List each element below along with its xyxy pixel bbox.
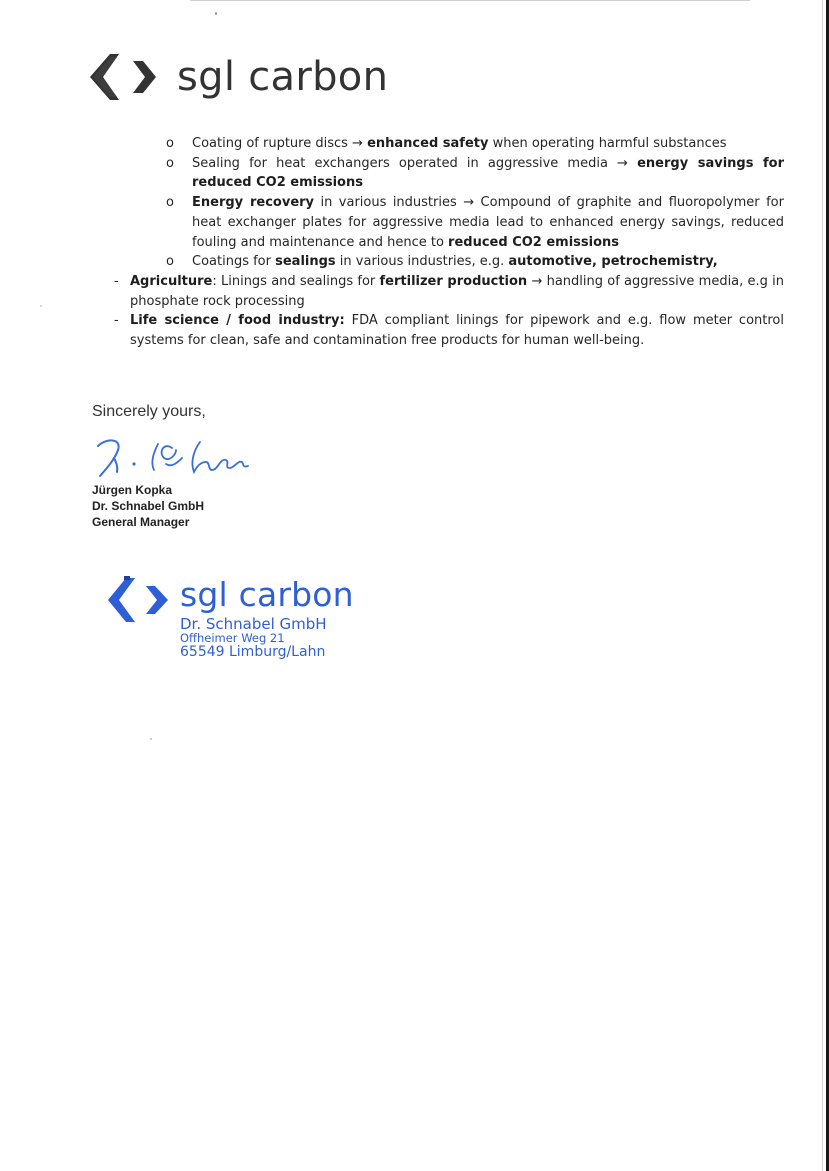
header-logo <box>90 52 388 102</box>
signer-name: Jürgen Kopka <box>92 483 173 497</box>
scan-edge-top <box>190 0 750 1</box>
bullet-text-segment: : Linings and sealings for <box>212 273 380 289</box>
bullet-text-segment: → handling of aggressive media, e.g in phosphate rock processing <box>130 273 785 309</box>
sub-bullet-item <box>114 193 784 252</box>
handwritten-signature <box>92 428 272 484</box>
bullet-text-bold: reduced CO2 emissions <box>448 234 620 250</box>
bullet-text-bold: Agriculture <box>130 273 213 289</box>
signature-block <box>92 482 204 530</box>
dash-bullet-icon: - <box>114 273 119 289</box>
bullet-text-segment: in various industries, e.g. <box>335 254 509 270</box>
bullet-text-segment: in various industries → Compound of graphite and fluoropolymer for heat exchanger plates for aggressive media lead to enhanced energy savings, reduced fouling and maintenance and hence to <box>192 195 784 250</box>
hollow-bullet-icon: o <box>166 136 174 151</box>
bullet-text-segment: when operating harmful substances <box>488 136 727 151</box>
logo-text: sgl carbon <box>177 54 389 100</box>
bullet-text-bold: Energy recovery <box>192 195 315 211</box>
company-stamp <box>180 575 354 660</box>
sub-bullet-item <box>114 134 784 154</box>
scan-speck <box>40 305 42 307</box>
signer-company: Dr. Schnabel GmbH <box>92 499 205 513</box>
bullet-text-segment: FDA compliant linings for pipework and e.g. flow meter control systems for clean, safe and contamination free products for human well-being. <box>130 313 784 349</box>
bullet-text-bold: energy savings for reduced CO2 emissions <box>192 155 784 191</box>
stamp-street: Offheimer Weg 21 <box>180 631 285 645</box>
sgl-chevron-logo-icon <box>90 52 160 102</box>
scan-speck <box>150 738 152 740</box>
hollow-bullet-icon: o <box>166 254 174 270</box>
bullet-text-bold: sealings <box>275 254 336 270</box>
stamp-city: 65549 Limburg/Lahn <box>180 644 326 660</box>
bullet-text-bold: enhanced safety <box>367 136 489 151</box>
hollow-bullet-icon: o <box>166 155 174 171</box>
sub-bullet-item <box>114 154 784 193</box>
signer-title: General Manager <box>92 515 190 529</box>
scan-edge-right-light <box>822 0 823 1171</box>
scan-speck <box>215 12 217 15</box>
stamp-logo-icon <box>108 574 172 626</box>
bullet-text-bold: automotive, petrochemistry, <box>508 254 718 270</box>
dash-bullet-item <box>114 272 784 311</box>
bullet-text-segment: Sealing for heat exchangers operated in aggressive media → <box>192 155 638 171</box>
sub-bullet-item <box>114 252 784 272</box>
dash-bullet-icon: - <box>114 313 119 329</box>
bullet-text-segment: Coatings for <box>192 254 276 270</box>
bullet-text-bold: Life science / food industry: <box>130 313 345 329</box>
letter-body <box>114 134 784 351</box>
stamp-title: sgl carbon <box>180 575 354 614</box>
dash-bullet-item <box>114 311 784 350</box>
stamp-company: Dr. Schnabel GmbH <box>180 615 327 633</box>
bullet-text-bold: fertilizer production <box>379 273 528 289</box>
bullet-text-segment: Coating of rupture discs → <box>192 136 368 151</box>
closing-salutation: Sincerely yours, <box>92 403 206 420</box>
hollow-bullet-icon: o <box>166 195 174 211</box>
